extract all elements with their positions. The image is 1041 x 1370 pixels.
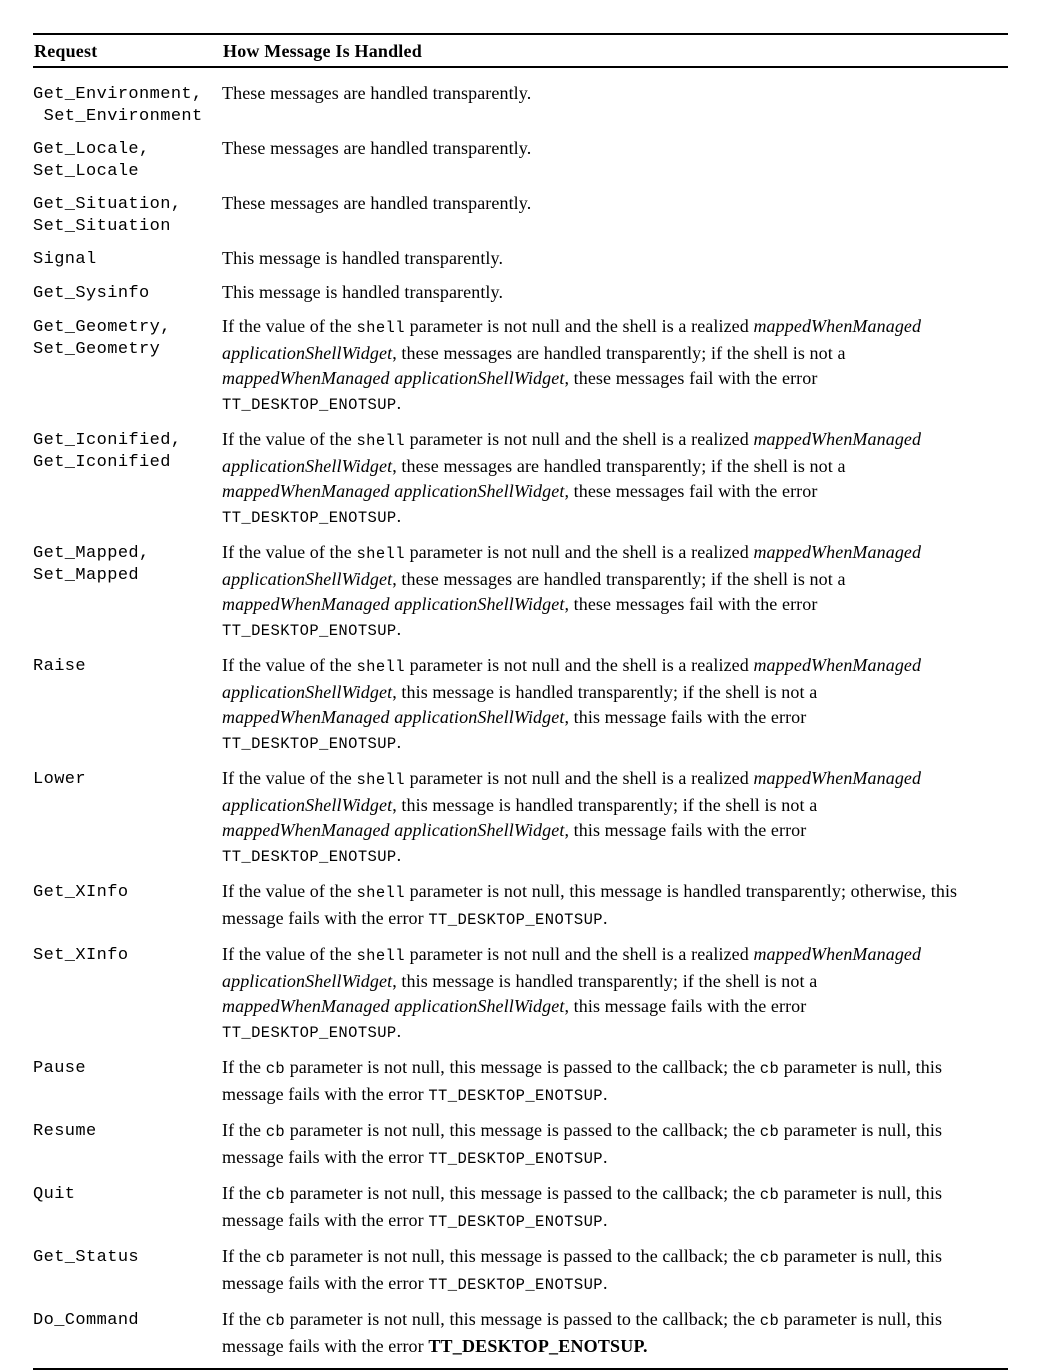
error-code-bold: TT_DESKTOP_ENOTSUP. — [428, 1336, 648, 1356]
handled-text: , these messages are handled transparently; if the shell is not a — [392, 343, 846, 363]
inline-code: shell — [356, 884, 405, 902]
handled-text: parameter is not null, this message is passed to the callback; the — [285, 1309, 760, 1329]
table-row — [33, 540, 1008, 644]
handled-text: parameter is null, this message fails with the error — [222, 1246, 943, 1293]
request-cell — [33, 1118, 222, 1172]
handled-text: . — [602, 1273, 608, 1293]
request-cell — [33, 1055, 222, 1109]
handled-cell — [222, 314, 986, 418]
handled-text: parameter is null, this message fails with the error — [222, 1057, 943, 1104]
handled-cell — [222, 1244, 986, 1298]
request-name: Set_Situation — [33, 216, 171, 236]
request-cell — [33, 1244, 222, 1298]
widget-name-italic: mappedWhenManaged applicationShellWidget — [222, 542, 922, 589]
request-cell — [33, 136, 222, 182]
table-row — [33, 136, 1008, 182]
table-row — [33, 653, 1008, 757]
widget-name-italic: mappedWhenManaged applicationShellWidget — [222, 944, 922, 991]
handled-cell — [222, 1307, 986, 1359]
inline-code: cb — [265, 1186, 286, 1204]
table-row — [33, 280, 1008, 305]
handled-text: parameter is not null, this message is passed to the callback; the — [285, 1246, 760, 1266]
handled-text: parameter is not null and the shell is a realized — [404, 768, 754, 788]
handled-text: parameter is not null, this message is passed to the callback; the — [285, 1183, 760, 1203]
handled-text: parameter is null, this message fails with the error — [222, 1309, 943, 1356]
request-cell — [33, 1307, 222, 1359]
request-name: Get_Geometry, — [33, 318, 171, 337]
request-cell — [33, 942, 222, 1046]
handled-text: . — [396, 506, 402, 526]
widget-name-italic: mappedWhenManaged applicationShellWidget — [222, 429, 922, 476]
message-handling-table — [33, 33, 1008, 1370]
handled-text: If the value of the — [222, 429, 357, 449]
inline-code: TT_DESKTOP_ENOTSUP — [222, 622, 397, 640]
inline-code: TT_DESKTOP_ENOTSUP — [428, 1213, 603, 1231]
handled-text: . — [396, 732, 402, 752]
table-row — [33, 314, 1008, 418]
handled-text: parameter is not null and the shell is a realized — [404, 316, 754, 336]
handled-text: If the — [222, 1309, 266, 1329]
column-header-request: Request — [34, 41, 98, 61]
request-name: Get_Situation, — [33, 195, 182, 214]
handled-cell — [222, 427, 986, 531]
handled-cell — [222, 136, 986, 182]
request-name: Get_Environment, — [33, 85, 203, 104]
table-row — [33, 246, 1008, 271]
request-name: Get_Iconified, — [33, 431, 182, 450]
handled-text: If the value of the — [222, 655, 357, 675]
handled-text: . — [396, 1021, 402, 1041]
handled-cell — [222, 1181, 986, 1235]
inline-code: TT_DESKTOP_ENOTSUP — [428, 1087, 603, 1105]
handled-text: parameter is not null and the shell is a realized — [404, 655, 754, 675]
inline-code: cb — [759, 1060, 780, 1078]
handled-text: , this message fails with the error — [564, 820, 807, 840]
handled-text: If the — [222, 1057, 266, 1077]
widget-name-italic: mappedWhenManaged applicationShellWidget — [222, 368, 565, 388]
handled-cell — [222, 191, 986, 237]
table-row — [33, 81, 1008, 127]
handled-text: , this message is handled transparently; if the shell is not a — [392, 971, 818, 991]
handled-text: If the — [222, 1120, 266, 1140]
handled-text: . — [602, 1147, 608, 1167]
handled-text: . — [602, 1210, 608, 1230]
handled-text: parameter is null, this message fails with the error — [222, 1120, 943, 1167]
request-name: Lower — [33, 770, 87, 789]
handled-text: parameter is not null, this message is handled transparently; otherwise, this message fails with the error — [222, 881, 958, 928]
request-cell — [33, 766, 222, 870]
request-cell — [33, 280, 222, 305]
handled-cell — [222, 81, 986, 127]
widget-name-italic: mappedWhenManaged applicationShellWidget — [222, 316, 922, 363]
request-name: Set_Geometry — [33, 339, 161, 359]
column-header-how-handled: How Message Is Handled — [223, 41, 422, 61]
handled-text: If the — [222, 1246, 266, 1266]
inline-code: cb — [759, 1123, 780, 1141]
handled-text: , these messages fail with the error — [564, 594, 818, 614]
handled-text: parameter is null, this message fails with the error — [222, 1183, 943, 1230]
request-name: Signal — [33, 250, 97, 269]
handled-text: . — [602, 908, 608, 928]
table-row — [33, 1118, 1008, 1172]
request-cell — [33, 314, 222, 418]
request-name: Resume — [33, 1122, 97, 1141]
handled-text: If the value of the — [222, 542, 357, 562]
inline-code: cb — [759, 1312, 780, 1330]
inline-code: shell — [356, 432, 405, 450]
inline-code: TT_DESKTOP_ENOTSUP — [222, 1024, 397, 1042]
widget-name-italic: mappedWhenManaged applicationShellWidget — [222, 481, 565, 501]
inline-code: cb — [265, 1312, 286, 1330]
handled-text: If the value of the — [222, 316, 357, 336]
request-cell — [33, 191, 222, 237]
handled-text: This message is handled transparently. — [222, 248, 504, 268]
handled-text: These messages are handled transparently. — [222, 138, 532, 158]
request-name: Get_Sysinfo — [33, 284, 150, 303]
request-name: Get_Status — [33, 1248, 140, 1267]
widget-name-italic: mappedWhenManaged applicationShellWidget — [222, 707, 565, 727]
inline-code: cb — [265, 1123, 286, 1141]
inline-code: TT_DESKTOP_ENOTSUP — [222, 848, 397, 866]
inline-code: shell — [356, 658, 405, 676]
inline-code: cb — [265, 1249, 286, 1267]
request-name: Set_Environment — [33, 106, 203, 126]
table-row — [33, 942, 1008, 1046]
handled-cell — [222, 879, 986, 933]
inline-code: TT_DESKTOP_ENOTSUP — [428, 1150, 603, 1168]
request-cell — [33, 1181, 222, 1235]
request-name: Pause — [33, 1059, 87, 1078]
handled-text: parameter is not null and the shell is a realized — [404, 429, 754, 449]
request-cell — [33, 81, 222, 127]
handled-text: . — [396, 393, 402, 413]
widget-name-italic: mappedWhenManaged applicationShellWidget — [222, 996, 565, 1016]
handled-text: This message is handled transparently. — [222, 282, 504, 302]
handled-cell — [222, 540, 986, 644]
handled-text: If the value of the — [222, 944, 357, 964]
handled-text: , these messages fail with the error — [564, 368, 818, 388]
inline-code: TT_DESKTOP_ENOTSUP — [222, 735, 397, 753]
handled-text: parameter is not null and the shell is a realized — [404, 542, 754, 562]
handled-cell — [222, 280, 986, 305]
handled-text: , this message fails with the error — [564, 996, 807, 1016]
handled-text: If the value of the — [222, 768, 357, 788]
inline-code: TT_DESKTOP_ENOTSUP — [428, 911, 603, 929]
table-row — [33, 879, 1008, 933]
handled-text: , these messages are handled transparently; if the shell is not a — [392, 569, 846, 589]
request-cell — [33, 427, 222, 531]
inline-code: shell — [356, 771, 405, 789]
handled-text: parameter is not null, this message is passed to the callback; the — [285, 1057, 760, 1077]
table-row — [33, 766, 1008, 870]
table-row — [33, 191, 1008, 237]
handled-text: , this message is handled transparently; if the shell is not a — [392, 795, 818, 815]
table-body — [33, 68, 1008, 1359]
inline-code: TT_DESKTOP_ENOTSUP — [428, 1276, 603, 1294]
request-name: Set_Locale — [33, 161, 140, 181]
inline-code: TT_DESKTOP_ENOTSUP — [222, 509, 397, 527]
request-cell — [33, 540, 222, 644]
handled-text: , these messages fail with the error — [564, 481, 818, 501]
handled-text: , this message is handled transparently; if the shell is not a — [392, 682, 818, 702]
request-name: Get_Mapped, — [33, 544, 150, 563]
widget-name-italic: mappedWhenManaged applicationShellWidget — [222, 820, 565, 840]
handled-text: , these messages are handled transparently; if the shell is not a — [392, 456, 846, 476]
inline-code: cb — [265, 1060, 286, 1078]
request-name: Get_Iconified — [33, 452, 171, 472]
table-row — [33, 1244, 1008, 1298]
request-cell — [33, 879, 222, 933]
request-name: Get_XInfo — [33, 883, 129, 902]
request-name: Do_Command — [33, 1311, 140, 1330]
handled-cell — [222, 766, 986, 870]
inline-code: shell — [356, 545, 405, 563]
table-row — [33, 427, 1008, 531]
request-name: Set_Mapped — [33, 565, 140, 585]
handled-text: If the — [222, 1183, 266, 1203]
table-row — [33, 1307, 1008, 1359]
inline-code: cb — [759, 1186, 780, 1204]
request-name: Get_Locale, — [33, 140, 150, 159]
table-row — [33, 1181, 1008, 1235]
handled-cell — [222, 942, 986, 1046]
request-name: Set_XInfo — [33, 946, 129, 965]
handled-text: parameter is not null, this message is passed to the callback; the — [285, 1120, 760, 1140]
widget-name-italic: mappedWhenManaged applicationShellWidget — [222, 768, 922, 815]
inline-code: cb — [759, 1249, 780, 1267]
table-header-row — [33, 35, 1008, 68]
request-name: Raise — [33, 657, 87, 676]
handled-cell — [222, 653, 986, 757]
inline-code: shell — [356, 947, 405, 965]
handled-text: . — [602, 1084, 608, 1104]
widget-name-italic: mappedWhenManaged applicationShellWidget — [222, 655, 922, 702]
handled-cell — [222, 246, 986, 271]
handled-text: parameter is not null and the shell is a realized — [404, 944, 754, 964]
request-name: Quit — [33, 1185, 76, 1204]
handled-text: These messages are handled transparently. — [222, 83, 532, 103]
handled-text: These messages are handled transparently. — [222, 193, 532, 213]
widget-name-italic: mappedWhenManaged applicationShellWidget — [222, 594, 565, 614]
table-row — [33, 1055, 1008, 1109]
handled-cell — [222, 1118, 986, 1172]
inline-code: shell — [356, 319, 405, 337]
handled-text: . — [396, 619, 402, 639]
handled-text: . — [396, 845, 402, 865]
handled-text: , this message fails with the error — [564, 707, 807, 727]
request-cell — [33, 246, 222, 271]
inline-code: TT_DESKTOP_ENOTSUP — [222, 396, 397, 414]
handled-cell — [222, 1055, 986, 1109]
request-cell — [33, 653, 222, 757]
handled-text: If the value of the — [222, 881, 357, 901]
